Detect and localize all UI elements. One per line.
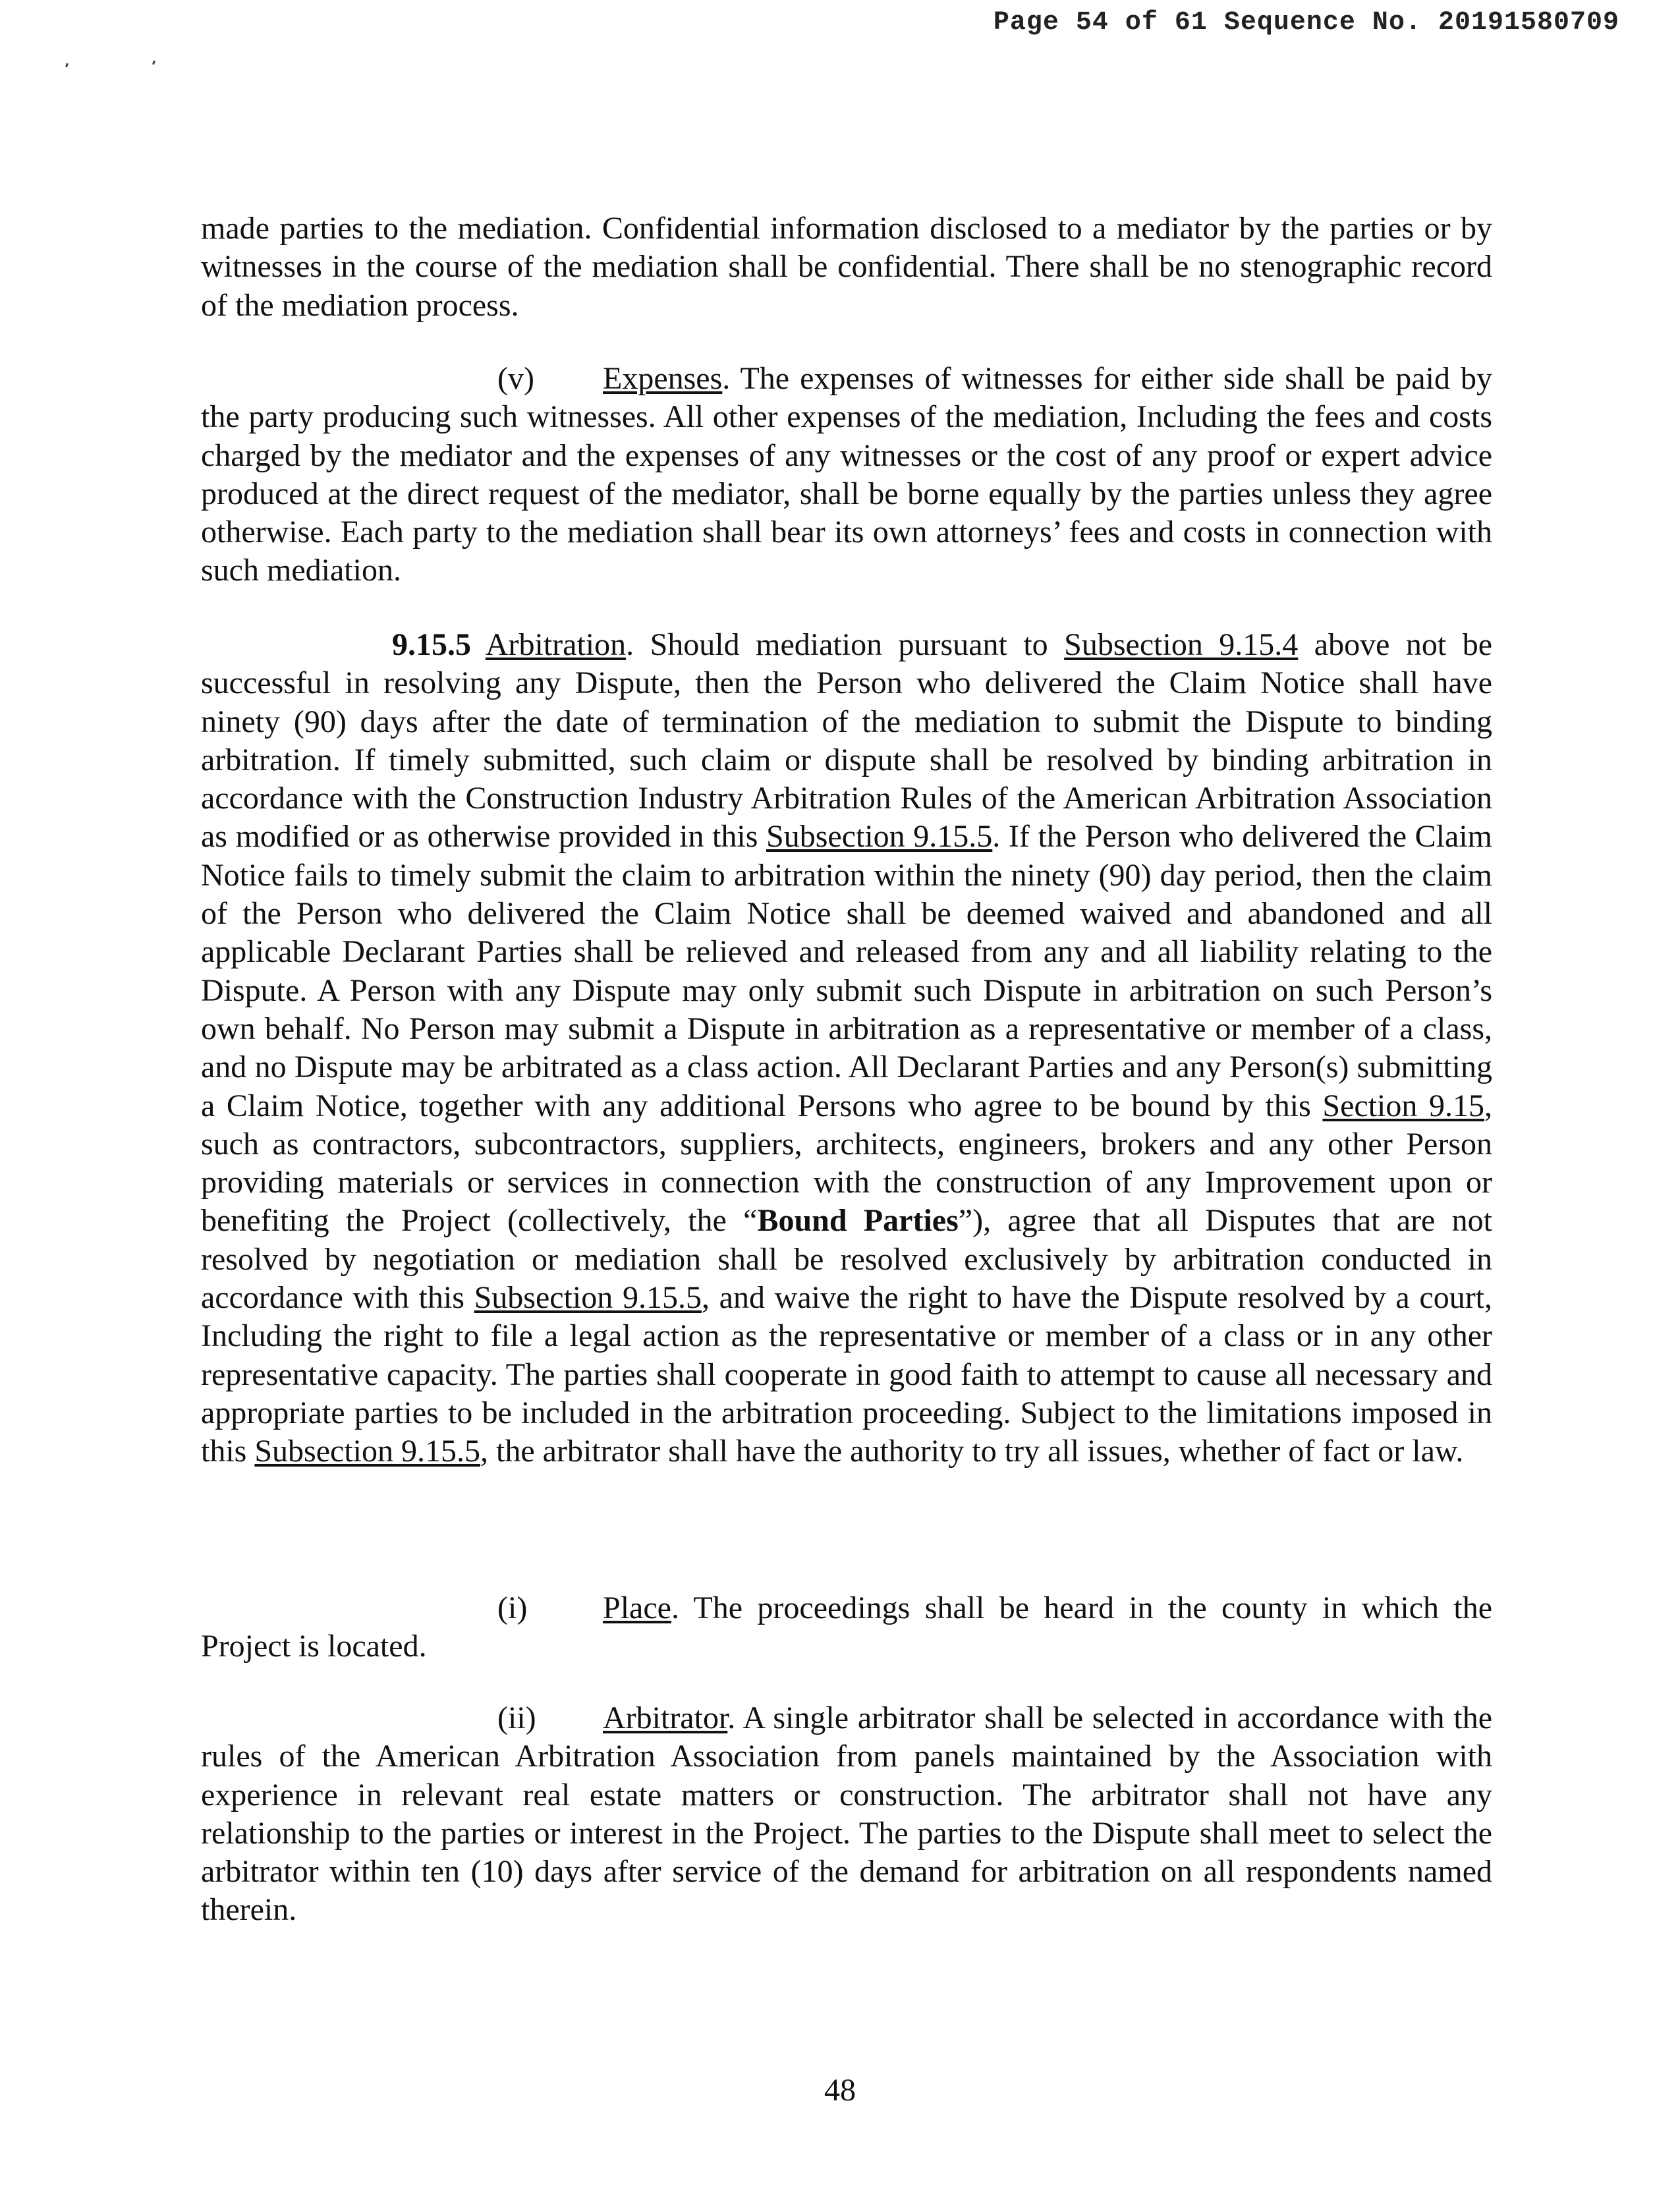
paragraph-text: . The expenses of witnesses for either side shall be paid by the party producing such witnesses. All other expenses of the mediation, Including the fees and costs charged by the mediator and the expenses of any witnesses or the cost of any proof or expert advice produced at the direct request of the mediator, shall be borne equally by the parties unless they agree otherwise. Each party to the mediation shall bear its own attorneys’ fees and costs in connection with such mediation. — [201, 361, 1492, 588]
cross-reference: Subsection 9.15.5 — [254, 1434, 481, 1469]
section-number: 9.15.5 — [392, 627, 471, 662]
page-sequence-header: Page 54 of 61 Sequence No. 20191580709 — [993, 8, 1619, 38]
paragraph-expenses — [201, 360, 1492, 590]
item-number: (i) — [497, 1590, 528, 1625]
paragraph-mediation-confidentiality — [201, 210, 1492, 325]
paragraph-text: above not be successful in resolving any Dispute, then the Person who delivered the Claim Notice shall have ninety (90) days after the date of termination of the mediation to submit the Dispute to binding arbitration. If timely submitted, such claim or dispute shall be resolved by binding arbitration in accordance with the Construction Industry Arbitration Rules of the American Arbitration Association as modified or as otherwise provided in this — [201, 627, 1493, 855]
paragraph-text: . If the Person who delivered the Claim Notice fails to timely submit the claim to arbitration within the ninety (90) day period, then the claim of the Person who delivered the Claim Notice shall be deemed waived and abandoned and all applicable Declarant Parties shall be relieved and released from any and all liability relating to the Dispute. A Person with any Dispute may only submit such Dispute in arbitration on such Person’s own behalf. No Person may submit a Dispute in arbitration as a representative or member of a class, and no Dispute may be arbitrated as a class action. All Declarant Parties and any Person(s) submitting a Claim Notice, together with any additional Persons who agree to be bound by this — [201, 819, 1492, 1123]
indent — [201, 1590, 497, 1625]
item-number: (v) — [497, 361, 534, 396]
section-heading: Arbitration — [485, 627, 627, 662]
item-number: (ii) — [497, 1700, 536, 1735]
indent — [201, 361, 497, 396]
paragraph-text: . Should mediation pursuant to — [626, 627, 1065, 662]
paragraph-place — [201, 1589, 1492, 1666]
paragraph-text: , the arbitrator shall have the authority to try all issues, whether of fact or law. — [480, 1434, 1464, 1469]
defined-term: Bound Parties — [757, 1203, 959, 1239]
item-heading: Arbitrator — [603, 1700, 728, 1735]
item-heading: Expenses — [603, 361, 723, 396]
paragraph-text: , such as contractors, subcontractors, suppliers, architects, engineers, brokers and any other Person providing materials or services in connection with the construction of any Improvement upon or benefiting the Project (collectively, the “ — [201, 1088, 1492, 1239]
paragraph-arbitration — [201, 626, 1492, 1471]
paragraph-arbitrator — [201, 1699, 1492, 1930]
scan-speck — [65, 63, 69, 68]
page-number: 48 — [824, 2073, 856, 2108]
paragraph-text: made parties to the mediation. Confidential information disclosed to a mediator by the parties or by witnesses in the course of the mediation shall be confidential. There shall be no stenographic record of the mediation process. — [201, 211, 1492, 323]
cross-reference: Subsection 9.15.5 — [766, 819, 993, 855]
item-heading: Place — [603, 1590, 671, 1625]
cross-reference: Subsection 9.15.4 — [1064, 627, 1299, 662]
cross-reference: Section 9.15 — [1322, 1088, 1484, 1123]
indent — [201, 1700, 497, 1735]
cross-reference: Subsection 9.15.5 — [474, 1280, 702, 1316]
scan-speck — [152, 61, 155, 65]
paragraph-text: . A single arbitrator shall be selected in accordance with the rules of the American Arbitration Association from panels maintained by the Association with experience in relevant real estate matters or construction. The arbitrator shall not have any relationship to the parties or interest in the Project. The parties to the Dispute shall meet to select the arbitrator within ten (10) days after service of the demand for arbitration on all respondents named therein. — [201, 1700, 1492, 1928]
paragraph-text: , and waive the right to have the Dispute resolved by a court, Including the right to file a legal action as the representative or member of a class or in any other representative capacity. The parties shall cooperate in good faith to attempt to cause all necessary and appropriate parties to be included in the arbitration proceeding. Subject to the limitations imposed in this — [201, 1280, 1493, 1469]
paragraph-text: ”), agree that all Disputes that are not resolved by negotiation or mediation shall be resolved exclusively by arbitration conducted in accordance with this — [201, 1203, 1492, 1316]
paragraph-text: . The proceedings shall be heard in the county in which the Project is located. — [201, 1590, 1492, 1664]
